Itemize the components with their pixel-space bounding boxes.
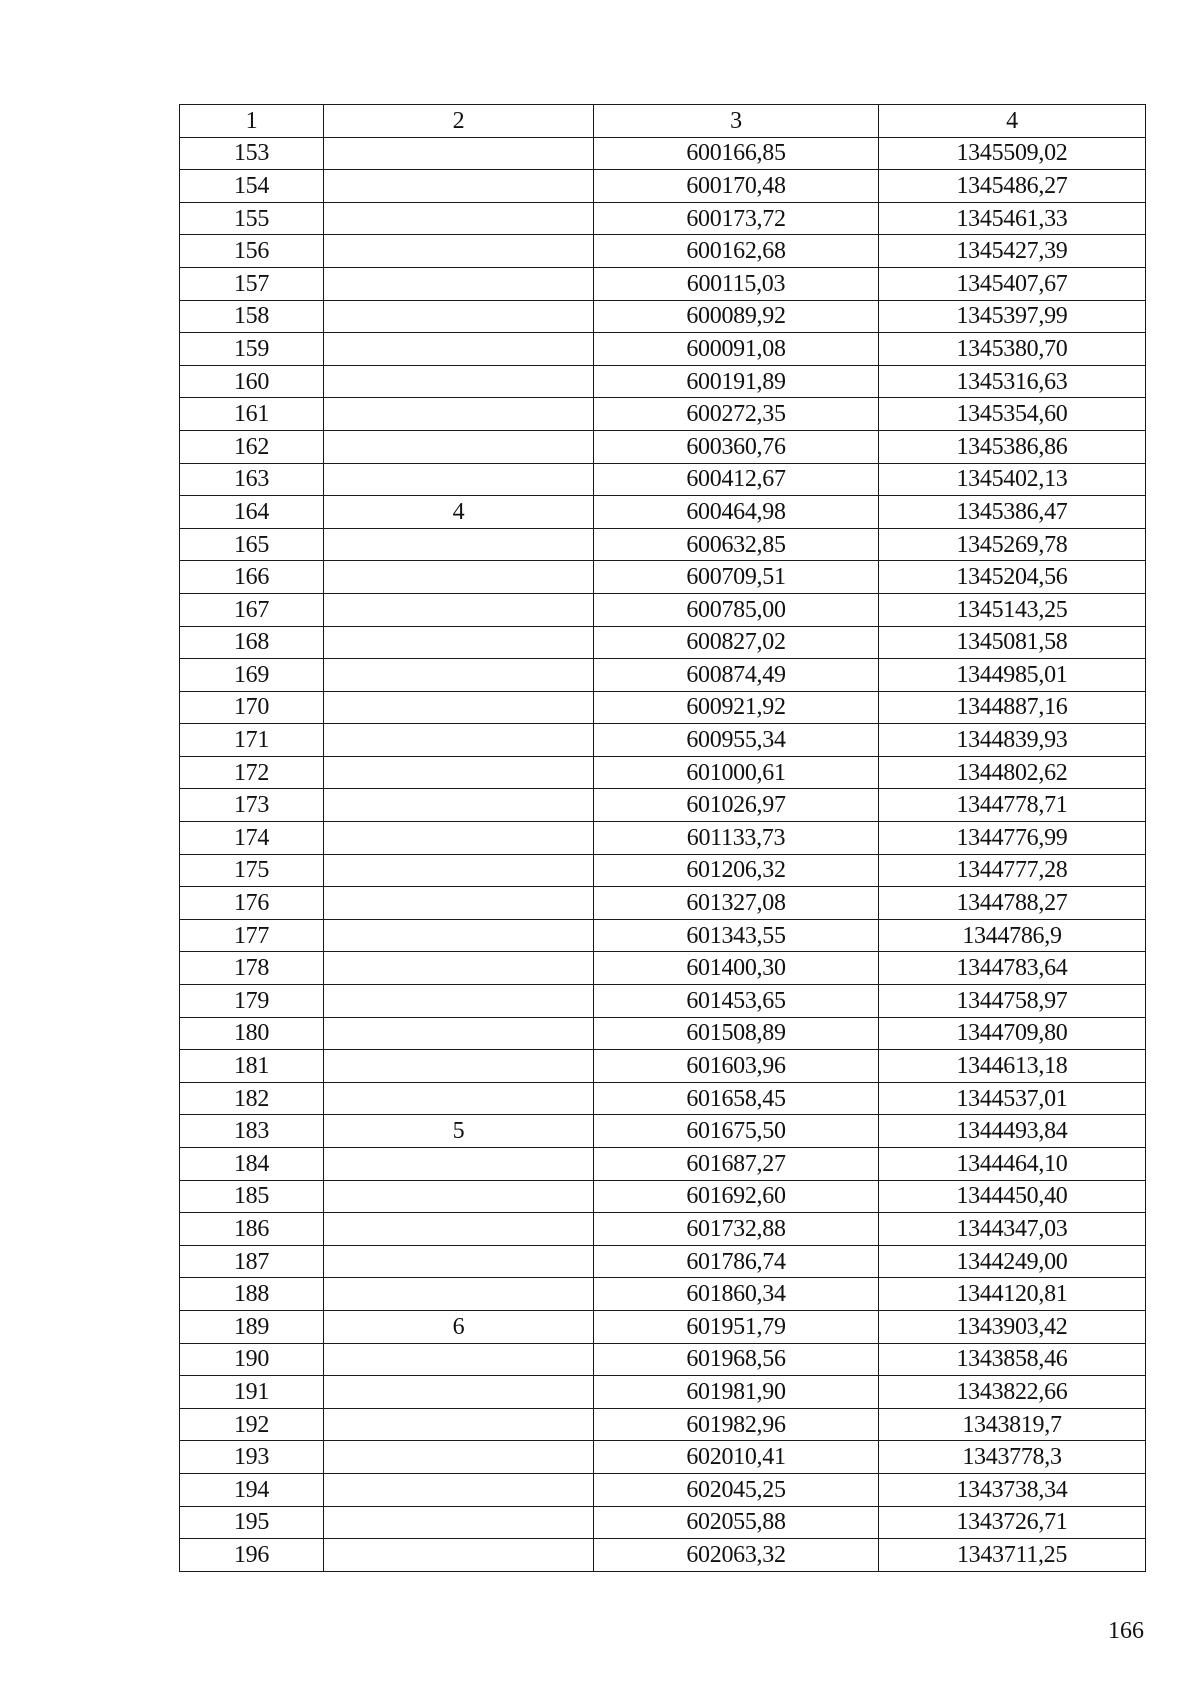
table-row bbox=[180, 1180, 1146, 1213]
y-coordinate-cell: 1343822,66 bbox=[879, 1376, 1146, 1409]
x-coordinate-cell: 600464,98 bbox=[594, 496, 879, 529]
y-coordinate-cell: 1344613,18 bbox=[879, 1050, 1146, 1083]
y-coordinate-cell: 1344786,9 bbox=[879, 919, 1146, 952]
point-number-cell: 192 bbox=[180, 1408, 324, 1441]
y-coordinate-cell: 1344120,81 bbox=[879, 1278, 1146, 1311]
table-row bbox=[180, 1050, 1146, 1083]
table-row bbox=[180, 561, 1146, 594]
point-number-cell: 190 bbox=[180, 1343, 324, 1376]
section-cell: 4 bbox=[324, 496, 594, 529]
table-row bbox=[180, 854, 1146, 887]
point-number-cell: 191 bbox=[180, 1376, 324, 1409]
point-number-cell: 165 bbox=[180, 528, 324, 561]
table-row bbox=[180, 1115, 1146, 1148]
section-cell bbox=[324, 1213, 594, 1246]
x-coordinate-cell: 601603,96 bbox=[594, 1050, 879, 1083]
table-row bbox=[180, 1213, 1146, 1246]
table-row bbox=[180, 659, 1146, 692]
x-coordinate-cell: 600360,76 bbox=[594, 430, 879, 463]
table-row bbox=[180, 789, 1146, 822]
table-row bbox=[180, 1278, 1146, 1311]
y-coordinate-cell: 1345204,56 bbox=[879, 561, 1146, 594]
y-coordinate-cell: 1344537,01 bbox=[879, 1082, 1146, 1115]
point-number-cell: 187 bbox=[180, 1245, 324, 1278]
section-cell bbox=[324, 626, 594, 659]
x-coordinate-cell: 601675,50 bbox=[594, 1115, 879, 1148]
x-coordinate-cell: 600091,08 bbox=[594, 333, 879, 366]
section-cell bbox=[324, 887, 594, 920]
x-coordinate-cell: 601343,55 bbox=[594, 919, 879, 952]
section-cell bbox=[324, 1376, 594, 1409]
x-coordinate-cell: 600115,03 bbox=[594, 267, 879, 300]
y-coordinate-cell: 1344450,40 bbox=[879, 1180, 1146, 1213]
table-row bbox=[180, 235, 1146, 268]
y-coordinate-cell: 1344493,84 bbox=[879, 1115, 1146, 1148]
table-row bbox=[180, 1441, 1146, 1474]
x-coordinate-cell: 602063,32 bbox=[594, 1539, 879, 1572]
table-row bbox=[180, 1506, 1146, 1539]
point-number-cell: 153 bbox=[180, 137, 324, 170]
x-coordinate-cell: 601860,34 bbox=[594, 1278, 879, 1311]
point-number-cell: 183 bbox=[180, 1115, 324, 1148]
table-row bbox=[180, 691, 1146, 724]
point-number-cell: 172 bbox=[180, 756, 324, 789]
point-number-cell: 175 bbox=[180, 854, 324, 887]
table-row bbox=[180, 1148, 1146, 1181]
section-cell bbox=[324, 854, 594, 887]
y-coordinate-cell: 1345397,99 bbox=[879, 300, 1146, 333]
y-coordinate-cell: 1344464,10 bbox=[879, 1148, 1146, 1181]
point-number-cell: 160 bbox=[180, 365, 324, 398]
section-cell bbox=[324, 1473, 594, 1506]
section-cell bbox=[324, 267, 594, 300]
x-coordinate-cell: 600632,85 bbox=[594, 528, 879, 561]
table-row bbox=[180, 952, 1146, 985]
section-cell bbox=[324, 463, 594, 496]
column-header-3: 3 bbox=[594, 105, 879, 138]
point-number-cell: 166 bbox=[180, 561, 324, 594]
section-cell bbox=[324, 1343, 594, 1376]
point-number-cell: 181 bbox=[180, 1050, 324, 1083]
table-row bbox=[180, 333, 1146, 366]
table-row bbox=[180, 919, 1146, 952]
point-number-cell: 171 bbox=[180, 724, 324, 757]
y-coordinate-cell: 1344249,00 bbox=[879, 1245, 1146, 1278]
section-cell: 5 bbox=[324, 1115, 594, 1148]
y-coordinate-cell: 1345380,70 bbox=[879, 333, 1146, 366]
y-coordinate-cell: 1345143,25 bbox=[879, 593, 1146, 626]
table-body bbox=[180, 137, 1146, 1571]
point-number-cell: 186 bbox=[180, 1213, 324, 1246]
section-cell bbox=[324, 822, 594, 855]
x-coordinate-cell: 601786,74 bbox=[594, 1245, 879, 1278]
column-header-2: 2 bbox=[324, 105, 594, 138]
y-coordinate-cell: 1344887,16 bbox=[879, 691, 1146, 724]
y-coordinate-cell: 1343711,25 bbox=[879, 1539, 1146, 1572]
section-cell bbox=[324, 430, 594, 463]
y-coordinate-cell: 1343778,3 bbox=[879, 1441, 1146, 1474]
section-cell bbox=[324, 398, 594, 431]
point-number-cell: 164 bbox=[180, 496, 324, 529]
x-coordinate-cell: 601982,96 bbox=[594, 1408, 879, 1441]
y-coordinate-cell: 1345407,67 bbox=[879, 267, 1146, 300]
x-coordinate-cell: 600089,92 bbox=[594, 300, 879, 333]
x-coordinate-cell: 601951,79 bbox=[594, 1310, 879, 1343]
y-coordinate-cell: 1344783,64 bbox=[879, 952, 1146, 985]
section-cell bbox=[324, 724, 594, 757]
column-header-1: 1 bbox=[180, 105, 324, 138]
section-cell bbox=[324, 202, 594, 235]
table-row bbox=[180, 1539, 1146, 1572]
x-coordinate-cell: 600166,85 bbox=[594, 137, 879, 170]
x-coordinate-cell: 601206,32 bbox=[594, 854, 879, 887]
y-coordinate-cell: 1345386,86 bbox=[879, 430, 1146, 463]
x-coordinate-cell: 601981,90 bbox=[594, 1376, 879, 1409]
table-row bbox=[180, 1310, 1146, 1343]
point-number-cell: 182 bbox=[180, 1082, 324, 1115]
section-cell bbox=[324, 691, 594, 724]
x-coordinate-cell: 601400,30 bbox=[594, 952, 879, 985]
page-number: 166 bbox=[1108, 1618, 1144, 1644]
point-number-cell: 177 bbox=[180, 919, 324, 952]
section-cell bbox=[324, 1148, 594, 1181]
table-row bbox=[180, 1245, 1146, 1278]
y-coordinate-cell: 1345509,02 bbox=[879, 137, 1146, 170]
y-coordinate-cell: 1345427,39 bbox=[879, 235, 1146, 268]
x-coordinate-cell: 602045,25 bbox=[594, 1473, 879, 1506]
x-coordinate-cell: 601658,45 bbox=[594, 1082, 879, 1115]
y-coordinate-cell: 1343903,42 bbox=[879, 1310, 1146, 1343]
y-coordinate-cell: 1344788,27 bbox=[879, 887, 1146, 920]
table-row bbox=[180, 756, 1146, 789]
point-number-cell: 170 bbox=[180, 691, 324, 724]
point-number-cell: 196 bbox=[180, 1539, 324, 1572]
section-cell bbox=[324, 1050, 594, 1083]
section-cell bbox=[324, 170, 594, 203]
y-coordinate-cell: 1343726,71 bbox=[879, 1506, 1146, 1539]
y-coordinate-cell: 1345486,27 bbox=[879, 170, 1146, 203]
y-coordinate-cell: 1345269,78 bbox=[879, 528, 1146, 561]
y-coordinate-cell: 1344758,97 bbox=[879, 985, 1146, 1018]
point-number-cell: 154 bbox=[180, 170, 324, 203]
section-cell bbox=[324, 1539, 594, 1572]
section-cell bbox=[324, 1278, 594, 1311]
point-number-cell: 179 bbox=[180, 985, 324, 1018]
x-coordinate-cell: 600955,34 bbox=[594, 724, 879, 757]
table-row bbox=[180, 887, 1146, 920]
section-cell bbox=[324, 561, 594, 594]
table-row bbox=[180, 985, 1146, 1018]
x-coordinate-cell: 600173,72 bbox=[594, 202, 879, 235]
point-number-cell: 185 bbox=[180, 1180, 324, 1213]
point-number-cell: 158 bbox=[180, 300, 324, 333]
y-coordinate-cell: 1344839,93 bbox=[879, 724, 1146, 757]
table-row bbox=[180, 528, 1146, 561]
table-row bbox=[180, 365, 1146, 398]
x-coordinate-cell: 600785,00 bbox=[594, 593, 879, 626]
section-cell bbox=[324, 1245, 594, 1278]
y-coordinate-cell: 1343858,46 bbox=[879, 1343, 1146, 1376]
section-cell bbox=[324, 952, 594, 985]
point-number-cell: 155 bbox=[180, 202, 324, 235]
y-coordinate-cell: 1345402,13 bbox=[879, 463, 1146, 496]
y-coordinate-cell: 1344347,03 bbox=[879, 1213, 1146, 1246]
y-coordinate-cell: 1345081,58 bbox=[879, 626, 1146, 659]
point-number-cell: 193 bbox=[180, 1441, 324, 1474]
table-row bbox=[180, 170, 1146, 203]
table-row bbox=[180, 724, 1146, 757]
section-cell bbox=[324, 919, 594, 952]
x-coordinate-cell: 600921,92 bbox=[594, 691, 879, 724]
point-number-cell: 188 bbox=[180, 1278, 324, 1311]
section-cell bbox=[324, 593, 594, 626]
table-row bbox=[180, 626, 1146, 659]
x-coordinate-cell: 601327,08 bbox=[594, 887, 879, 920]
y-coordinate-cell: 1345461,33 bbox=[879, 202, 1146, 235]
section-cell bbox=[324, 985, 594, 1018]
point-number-cell: 178 bbox=[180, 952, 324, 985]
section-cell bbox=[324, 789, 594, 822]
table-row bbox=[180, 267, 1146, 300]
x-coordinate-cell: 601687,27 bbox=[594, 1148, 879, 1181]
x-coordinate-cell: 601692,60 bbox=[594, 1180, 879, 1213]
table-row bbox=[180, 202, 1146, 235]
table-row bbox=[180, 1082, 1146, 1115]
x-coordinate-cell: 600272,35 bbox=[594, 398, 879, 431]
x-coordinate-cell: 601026,97 bbox=[594, 789, 879, 822]
x-coordinate-cell: 600412,67 bbox=[594, 463, 879, 496]
table-row bbox=[180, 1473, 1146, 1506]
point-number-cell: 156 bbox=[180, 235, 324, 268]
section-cell: 6 bbox=[324, 1310, 594, 1343]
section-cell bbox=[324, 659, 594, 692]
column-header-4: 4 bbox=[879, 105, 1146, 138]
point-number-cell: 167 bbox=[180, 593, 324, 626]
x-coordinate-cell: 601508,89 bbox=[594, 1017, 879, 1050]
section-cell bbox=[324, 137, 594, 170]
section-cell bbox=[324, 1180, 594, 1213]
section-cell bbox=[324, 1506, 594, 1539]
point-number-cell: 174 bbox=[180, 822, 324, 855]
x-coordinate-cell: 601133,73 bbox=[594, 822, 879, 855]
table-row bbox=[180, 398, 1146, 431]
y-coordinate-cell: 1344709,80 bbox=[879, 1017, 1146, 1050]
section-cell bbox=[324, 1441, 594, 1474]
y-coordinate-cell: 1343819,7 bbox=[879, 1408, 1146, 1441]
x-coordinate-cell: 600170,48 bbox=[594, 170, 879, 203]
table-row bbox=[180, 496, 1146, 529]
y-coordinate-cell: 1343738,34 bbox=[879, 1473, 1146, 1506]
section-cell bbox=[324, 528, 594, 561]
section-cell bbox=[324, 365, 594, 398]
point-number-cell: 176 bbox=[180, 887, 324, 920]
table-row bbox=[180, 1343, 1146, 1376]
section-cell bbox=[324, 235, 594, 268]
section-cell bbox=[324, 1408, 594, 1441]
section-cell bbox=[324, 1082, 594, 1115]
point-number-cell: 157 bbox=[180, 267, 324, 300]
x-coordinate-cell: 601968,56 bbox=[594, 1343, 879, 1376]
y-coordinate-cell: 1344776,99 bbox=[879, 822, 1146, 855]
table-row bbox=[180, 137, 1146, 170]
table-row bbox=[180, 1017, 1146, 1050]
section-cell bbox=[324, 1017, 594, 1050]
y-coordinate-cell: 1344777,28 bbox=[879, 854, 1146, 887]
table-row bbox=[180, 822, 1146, 855]
y-coordinate-cell: 1345316,63 bbox=[879, 365, 1146, 398]
x-coordinate-cell: 600827,02 bbox=[594, 626, 879, 659]
point-number-cell: 162 bbox=[180, 430, 324, 463]
x-coordinate-cell: 602055,88 bbox=[594, 1506, 879, 1539]
x-coordinate-cell: 601000,61 bbox=[594, 756, 879, 789]
point-number-cell: 163 bbox=[180, 463, 324, 496]
section-cell bbox=[324, 756, 594, 789]
y-coordinate-cell: 1345354,60 bbox=[879, 398, 1146, 431]
y-coordinate-cell: 1344985,01 bbox=[879, 659, 1146, 692]
y-coordinate-cell: 1344778,71 bbox=[879, 789, 1146, 822]
point-number-cell: 195 bbox=[180, 1506, 324, 1539]
point-number-cell: 184 bbox=[180, 1148, 324, 1181]
point-number-cell: 194 bbox=[180, 1473, 324, 1506]
point-number-cell: 159 bbox=[180, 333, 324, 366]
table-row bbox=[180, 1408, 1146, 1441]
x-coordinate-cell: 600709,51 bbox=[594, 561, 879, 594]
table-row bbox=[180, 430, 1146, 463]
point-number-cell: 169 bbox=[180, 659, 324, 692]
x-coordinate-cell: 602010,41 bbox=[594, 1441, 879, 1474]
x-coordinate-cell: 601732,88 bbox=[594, 1213, 879, 1246]
point-number-cell: 161 bbox=[180, 398, 324, 431]
point-number-cell: 189 bbox=[180, 1310, 324, 1343]
x-coordinate-cell: 600191,89 bbox=[594, 365, 879, 398]
section-cell bbox=[324, 333, 594, 366]
table-row bbox=[180, 463, 1146, 496]
table-header-row bbox=[180, 105, 1146, 138]
point-number-cell: 180 bbox=[180, 1017, 324, 1050]
point-number-cell: 168 bbox=[180, 626, 324, 659]
table-row bbox=[180, 300, 1146, 333]
y-coordinate-cell: 1345386,47 bbox=[879, 496, 1146, 529]
coordinates-table bbox=[179, 104, 1146, 1572]
table-row bbox=[180, 1376, 1146, 1409]
table-row bbox=[180, 593, 1146, 626]
y-coordinate-cell: 1344802,62 bbox=[879, 756, 1146, 789]
x-coordinate-cell: 601453,65 bbox=[594, 985, 879, 1018]
section-cell bbox=[324, 300, 594, 333]
point-number-cell: 173 bbox=[180, 789, 324, 822]
x-coordinate-cell: 600874,49 bbox=[594, 659, 879, 692]
x-coordinate-cell: 600162,68 bbox=[594, 235, 879, 268]
